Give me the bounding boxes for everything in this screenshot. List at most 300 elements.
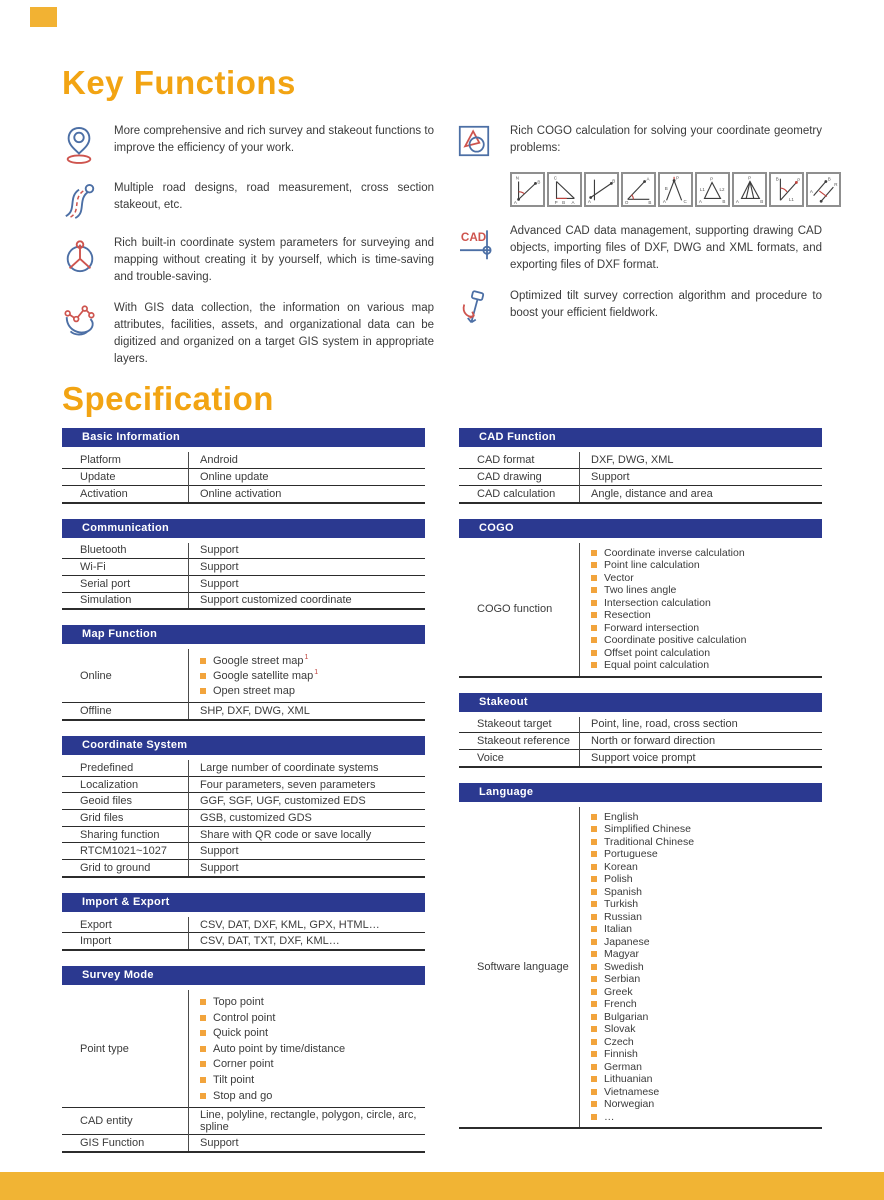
row-label: Update (80, 471, 116, 483)
bullet-item (591, 659, 818, 672)
svg-text:L2: L2 (719, 186, 725, 192)
table-row (62, 575, 425, 592)
svg-text:P: P (675, 175, 679, 181)
gis-icon (62, 300, 114, 367)
row-value: Four parameters, seven parameters (200, 778, 376, 791)
row-value: Share with QR code or save locally (200, 828, 372, 841)
svg-text:R: R (834, 182, 838, 188)
bullet-text: Japanese (604, 935, 650, 948)
column-divider-line (188, 990, 189, 1151)
row-label: Simulation (80, 594, 132, 607)
cogo-diagram-icon-resection-triangle (547, 172, 582, 207)
bullet-text: Two lines angle (604, 584, 677, 597)
table-row (62, 485, 425, 502)
bullet-item: Google satellite map $^1$ (200, 668, 421, 683)
bullet-text: Swedish (604, 960, 644, 973)
table-body (62, 985, 425, 1153)
bullet-item (591, 861, 818, 874)
table-row (459, 749, 822, 766)
table-row (62, 932, 425, 949)
bullet-item (591, 986, 818, 999)
bullet-square-icon (200, 999, 206, 1005)
bullet-text: Stop and go (213, 1089, 273, 1102)
bullet-text: … (604, 1110, 615, 1123)
table-row (62, 452, 425, 468)
svg-text:B: B (722, 199, 726, 205)
table-title: COGO (479, 521, 514, 534)
bullet-item (591, 823, 818, 836)
bullet-text: Auto point by time/distance (213, 1042, 346, 1055)
svg-text:C: C (683, 199, 687, 205)
svg-text:CAD: CAD (460, 231, 487, 245)
row-label: Export (80, 918, 112, 931)
cogo-diagram-row (510, 172, 838, 207)
row-label: RTCM1021~1027 (80, 845, 167, 858)
spec-table-cogo (459, 519, 822, 678)
bullet-item (591, 1061, 818, 1074)
bullet-item (200, 1072, 421, 1088)
bullet-square-icon (591, 851, 597, 857)
table-title: Language (479, 785, 534, 798)
table-row (459, 485, 822, 502)
bullet-square-icon (591, 1039, 597, 1045)
row-label: Platform (80, 454, 121, 467)
row-label: CAD drawing (477, 471, 542, 483)
bullet-text: Resection (604, 609, 651, 622)
table-header (62, 893, 425, 912)
row-label: Serial port (80, 577, 131, 590)
key-function-item (458, 123, 822, 157)
bullet-text: Spanish (604, 885, 642, 898)
bullet-text: Coordinate inverse calculation (604, 546, 745, 559)
key-function-text: Rich built-in coordinate system parameters for surveying and mapping without creating it by yourself, which is time-saving and trouble-saving. (114, 237, 434, 283)
row-label: Geoid files (80, 795, 132, 808)
table-row (459, 807, 822, 1128)
column-divider-line (579, 452, 580, 501)
bullet-square-icon (591, 1026, 597, 1032)
svg-text:L1: L1 (699, 186, 705, 192)
svg-text:A: A (698, 199, 702, 205)
bullet-square-icon (591, 550, 597, 556)
row-value: Online activation (200, 487, 282, 500)
bullet-text: Portuguese (604, 848, 658, 861)
row-value: Support (200, 861, 239, 874)
bullet-item (591, 1036, 818, 1049)
table-title: Import & Export (82, 895, 170, 908)
row-value: SHP, DXF, DWG, XML (200, 705, 310, 718)
table-row (62, 776, 425, 793)
bullet-item (591, 1098, 818, 1111)
table-row (62, 592, 425, 609)
table-body (62, 755, 425, 878)
bullet-square-icon (591, 876, 597, 882)
key-function-item (62, 300, 434, 367)
row-value: DXF, DWG, XML (591, 454, 674, 467)
table-body (62, 912, 425, 951)
row-value: Support (200, 561, 239, 574)
bullet-text: Equal point calculation (604, 659, 710, 672)
table-row (459, 468, 822, 485)
bullet-text: Vector (604, 571, 634, 584)
svg-text:A: A (809, 188, 813, 194)
bullet-square-icon (591, 637, 597, 643)
row-label: Grid files (80, 811, 124, 824)
row-value: GGF, SGF, UGF, customized EDS (200, 795, 366, 808)
bullet-square-icon (200, 688, 206, 694)
bullet-square-icon (591, 901, 597, 907)
cogo-icon (458, 123, 510, 157)
row-label: Sharing function (80, 828, 160, 841)
svg-text:N: N (515, 175, 520, 181)
bullet-item (591, 1023, 818, 1036)
key-function-text: Rich COGO calculation for solving your coordinate geometry problems: (510, 125, 822, 154)
table-header (459, 783, 822, 802)
svg-text:P: P (797, 177, 801, 183)
bullet-square-icon (591, 612, 597, 618)
bottom-accent-bar (0, 1172, 884, 1200)
table-row (62, 760, 425, 776)
table-title: Map Function (82, 628, 158, 641)
bullet-item (591, 873, 818, 886)
row-label: Grid to ground (80, 861, 151, 874)
svg-text:A: A (587, 199, 591, 205)
table-row (62, 543, 425, 559)
cogo-diagram-icon-vector-axis (584, 172, 619, 207)
right-feature-blocks (458, 223, 822, 328)
svg-text:B: B (562, 200, 566, 205)
bullet-text: Turkish (604, 898, 639, 911)
table-row (62, 468, 425, 485)
key-functions-left-column (62, 123, 434, 382)
svg-text:P: P (554, 200, 558, 205)
bullet-item (591, 1011, 818, 1024)
bullet-text: Vietnamese (604, 1085, 660, 1098)
bullet-square-icon (591, 814, 597, 820)
column-divider-line (188, 760, 189, 876)
spec-table-survey-mode (62, 966, 425, 1153)
bullet-square-icon (591, 976, 597, 982)
row-label: Stakeout target (477, 718, 552, 731)
table-header (62, 625, 425, 644)
row-label: Predefined (80, 761, 134, 774)
row-label: GIS Function (80, 1137, 145, 1150)
cogo-diagram-icon-line-angle (769, 172, 804, 207)
bullet-square-icon (591, 587, 597, 593)
bullet-item (200, 1041, 421, 1057)
page-corner-tab (30, 7, 57, 27)
bullet-text: Intersection calculation (604, 596, 711, 609)
cad-icon (458, 223, 510, 273)
spec-table-communication (62, 519, 425, 611)
row-label: Stakeout reference (477, 735, 570, 748)
cogo-diagram-icon-two-lines-angle (695, 172, 730, 207)
bullet-list (591, 547, 818, 672)
bullet-item (591, 1073, 818, 1086)
spec-table-cad-function (459, 428, 822, 503)
bullet-square-icon (591, 926, 597, 932)
table-header (62, 966, 425, 985)
bullet-square-icon (591, 1064, 597, 1070)
row-label: Online (80, 669, 112, 682)
bullet-text: Magyar (604, 948, 640, 961)
bullet-square-icon (591, 1051, 597, 1057)
svg-text:C: C (553, 175, 557, 181)
column-divider-line (579, 717, 580, 766)
specification-title: Specification (62, 380, 274, 418)
row-label: Activation (80, 487, 128, 500)
svg-text:P: P (748, 175, 752, 181)
table-title: Communication (82, 521, 170, 534)
spec-table-basic-information (62, 428, 425, 503)
column-divider-line (188, 649, 189, 719)
bullet-square-icon (200, 1015, 206, 1021)
bullet-text: Quick point (213, 1027, 269, 1040)
table-row (459, 717, 822, 733)
bullet-item (591, 998, 818, 1011)
table-header (459, 519, 822, 538)
table-header (62, 519, 425, 538)
spec-table-map-function (62, 625, 425, 721)
bullet-text: Corner point (213, 1058, 274, 1071)
table-title: Basic Information (82, 431, 181, 444)
bullet-text: Forward intersection (604, 621, 700, 634)
row-label: Point type (80, 1042, 129, 1055)
bullet-item (591, 559, 818, 572)
bullet-item (591, 911, 818, 924)
bullet-item (200, 1010, 421, 1026)
bullet-square-icon (591, 1001, 597, 1007)
bullet-item (200, 994, 421, 1010)
table-row (62, 842, 425, 859)
bullet-item (591, 936, 818, 949)
bullet-text: Russian (604, 910, 642, 923)
bullet-text: Point line calculation (604, 559, 700, 572)
row-label: COGO function (477, 603, 553, 616)
table-row (459, 452, 822, 468)
table-row (62, 649, 425, 702)
table-title: CAD Function (479, 431, 556, 444)
bullet-item (200, 1088, 421, 1104)
row-value: Support (200, 577, 239, 590)
spec-table-stakeout (459, 693, 822, 768)
bullet-square-icon (200, 658, 206, 664)
bullet-text: French (604, 998, 637, 1011)
bullet-square-icon (200, 1093, 206, 1099)
bullet-text: Simplified Chinese (604, 823, 691, 836)
bullet-item (200, 1025, 421, 1041)
bullet-text: Google satellite map (213, 669, 314, 682)
svg-text:B: B (775, 176, 779, 182)
cogo-diagram-icon-forward-intersection (732, 172, 767, 207)
bullet-item (591, 948, 818, 961)
bullet-text: Tilt point (213, 1073, 255, 1086)
bullet-item (591, 634, 818, 647)
svg-text:A: A (735, 199, 739, 205)
table-body (62, 644, 425, 721)
bullet-square-icon (591, 1114, 597, 1120)
key-functions-section (62, 123, 838, 382)
bullet-text: Offset point calculation (604, 646, 711, 659)
row-value: Large number of coordinate systems (200, 761, 379, 774)
key-function-item (62, 235, 434, 285)
bullet-square-icon (591, 600, 597, 606)
bullet-text: Coordinate positive calculation (604, 634, 747, 647)
svg-text:B: B (648, 200, 652, 205)
row-value: Support (200, 845, 239, 858)
row-value: Support (200, 544, 239, 557)
row-value: Line, polyline, rectangle, polygon, circle, arc, spline (200, 1109, 417, 1134)
table-header (62, 428, 425, 447)
row-label: CAD calculation (477, 487, 556, 500)
bullet-text: Polish (604, 873, 633, 886)
bullet-text: Finnish (604, 1048, 638, 1061)
row-value: CSV, DAT, TXT, DXF, KML… (200, 935, 340, 948)
bullet-item (591, 848, 818, 861)
bullet-square-icon (591, 864, 597, 870)
bullet-square-icon (591, 1101, 597, 1107)
row-label: Voice (477, 751, 504, 764)
bullet-square-icon (200, 673, 206, 679)
bullet-text: Lithuanian (604, 1073, 653, 1086)
table-row (62, 990, 425, 1107)
spec-table-import-export (62, 893, 425, 951)
table-title: Stakeout (479, 695, 528, 708)
specification-section (62, 428, 822, 1168)
spec-right-column (459, 428, 822, 1144)
bullet-text: English (604, 810, 639, 823)
column-divider-line (579, 807, 580, 1128)
table-body (62, 447, 425, 503)
cogo-diagram-icon-offset-line (806, 172, 841, 207)
bullet-item (591, 886, 818, 899)
row-label: Bluetooth (80, 544, 127, 557)
row-value: Angle, distance and area (591, 487, 713, 500)
key-function-text: Multiple road designs, road measurement, cross section stakeout, etc. (114, 182, 434, 211)
row-value: Online update (200, 471, 269, 483)
bullet-square-icon (200, 1061, 206, 1067)
bullet-item (591, 1048, 818, 1061)
row-label: Localization (80, 778, 139, 791)
table-row (62, 809, 425, 826)
bullet-item (591, 609, 818, 622)
bullet-text: Italian (604, 923, 633, 936)
cogo-diagram-icon-intersection (658, 172, 693, 207)
bullet-item (200, 1057, 421, 1073)
bullet-item (591, 961, 818, 974)
bullet-item: Google street map $^1$ (200, 653, 421, 668)
table-row (62, 859, 425, 876)
table-body (459, 802, 822, 1130)
table-body (459, 538, 822, 678)
bullet-square-icon (591, 889, 597, 895)
table-header (62, 736, 425, 755)
column-divider-line (579, 543, 580, 676)
spec-left-column (62, 428, 425, 1168)
table-body (459, 447, 822, 503)
table-row (62, 702, 425, 719)
bullet-square-icon (591, 964, 597, 970)
road-icon (62, 180, 114, 220)
bullet-text: German (604, 1060, 642, 1073)
svg-text:A: A (513, 200, 517, 205)
row-value (188, 649, 425, 702)
key-functions-right-column (458, 123, 838, 382)
bullet-item (591, 597, 818, 610)
bullet-square-icon (591, 1076, 597, 1082)
bullet-square-icon (591, 1014, 597, 1020)
key-function-text: More comprehensive and rich survey and stakeout functions to improve the efficiency of your work. (114, 125, 434, 154)
row-value: Android (200, 454, 238, 467)
svg-text:B: B (537, 179, 541, 185)
row-value: Support (200, 1137, 239, 1150)
table-body (459, 712, 822, 768)
bullet-item (591, 647, 818, 660)
bullet-text: Bulgarian (604, 1010, 649, 1023)
bullet-text: Control point (213, 1011, 276, 1024)
bullet-square-icon (591, 650, 597, 656)
svg-text:A: A (571, 200, 575, 205)
row-value: North or forward direction (591, 735, 716, 748)
bullet-text: Slovak (604, 1023, 636, 1036)
key-function-text: With GIS data collection, the information on various map attributes, facilities, assets, and organizational data can be digitized and organized on a target GIS system in appropriate layers. (114, 302, 434, 365)
table-row (459, 543, 822, 676)
bullet-item (591, 923, 818, 936)
bullet-item (591, 836, 818, 849)
row-label: Offline (80, 705, 112, 718)
row-label: Software language (477, 960, 569, 973)
key-function-text: Advanced CAD data management, supporting drawing CAD objects, importing files of DXF, DWG and XML formats, and exporting files of DXF format. (510, 225, 822, 271)
row-value (188, 990, 425, 1107)
bullet-item (591, 973, 818, 986)
bullet-square-icon (200, 1046, 206, 1052)
cogo-diagram-icon-azimuth-line (510, 172, 545, 207)
bullet-square-icon (591, 839, 597, 845)
bullet-item (591, 622, 818, 635)
table-row (62, 917, 425, 933)
bullet-item (591, 547, 818, 560)
svg-text:B: B (664, 185, 668, 191)
row-value: Point, line, road, cross section (591, 718, 738, 731)
bullet-text: Topo point (213, 995, 264, 1008)
bullet-square-icon (591, 939, 597, 945)
bullet-list (591, 811, 818, 1124)
row-value (579, 807, 822, 1128)
spec-table-coordinate-system (62, 736, 425, 878)
table-body (62, 538, 425, 611)
svg-text:B: B (612, 178, 616, 184)
bullet-square-icon (591, 562, 597, 568)
column-divider-line (188, 452, 189, 501)
column-divider-line (188, 543, 189, 609)
table-row (62, 826, 425, 843)
bullet-square-icon (200, 1077, 206, 1083)
key-function-item (62, 180, 434, 220)
key-function-item (458, 288, 822, 328)
key-function-item (62, 123, 434, 165)
bullet-text: Serbian (604, 973, 641, 986)
bullet-square-icon (591, 575, 597, 581)
bullet-square-icon (591, 625, 597, 631)
bullet-item (591, 1111, 818, 1124)
table-header (459, 693, 822, 712)
bullet-text: Norwegian (604, 1098, 655, 1111)
bullet-text: Czech (604, 1035, 634, 1048)
bullet-text: Open street map (213, 684, 295, 697)
row-label: CAD entity (80, 1115, 133, 1128)
bullet-item (591, 1086, 818, 1099)
column-divider-line (188, 917, 189, 949)
bullet-square-icon (591, 989, 597, 995)
